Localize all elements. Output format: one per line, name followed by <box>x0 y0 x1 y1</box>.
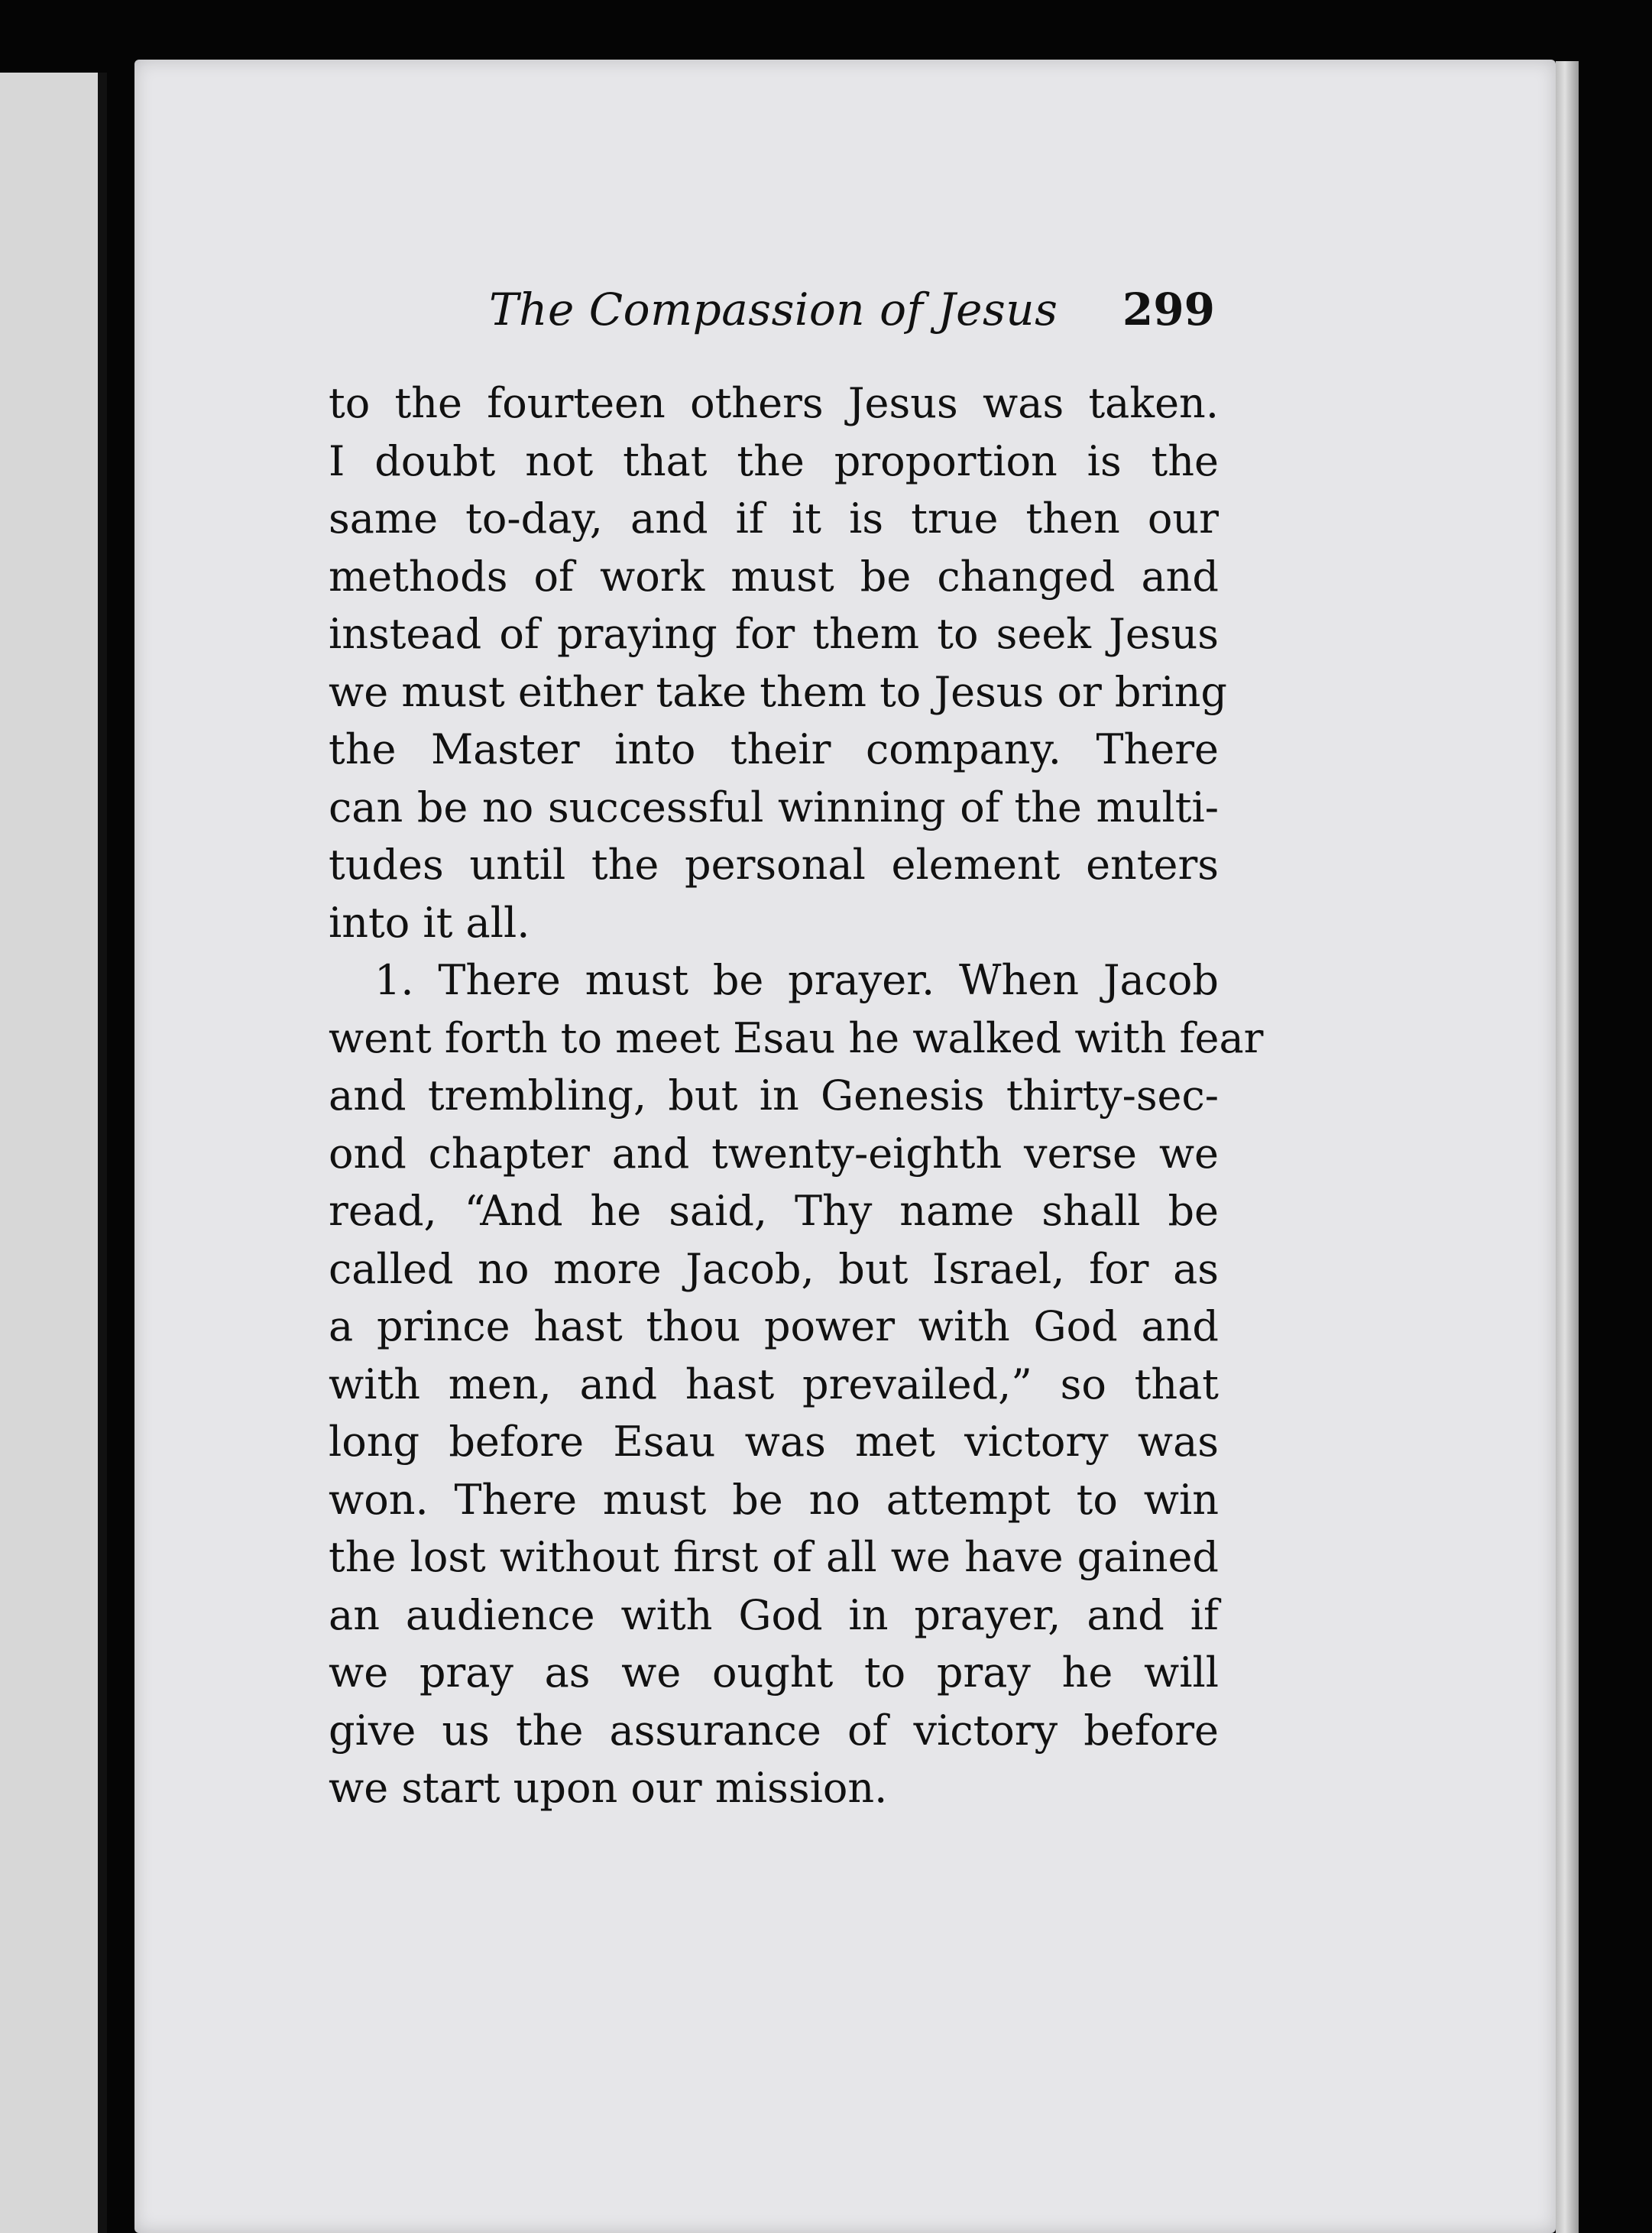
text-line: methods of work must be changed and <box>329 552 1219 601</box>
text-line: and trembling, but in Genesis thirty-sec- <box>329 1071 1219 1120</box>
text-line: the Master into their company. There <box>329 725 1219 773</box>
text-line: with men, and hast prevailed,” so that <box>329 1360 1219 1408</box>
text-line: instead of praying for them to seek Jesus <box>329 610 1219 658</box>
text-line: called no more Jacob, but Israel, for as <box>329 1244 1219 1293</box>
text-line: ond chapter and twenty-eighth verse we <box>329 1129 1219 1178</box>
text-line: tudes until the personal element enters <box>329 841 1219 889</box>
binding-gutter <box>98 73 107 2233</box>
text-line: won. There must be no attempt to win <box>329 1475 1219 1524</box>
running-title: The Compassion of Jesus <box>489 284 1058 335</box>
page-number: 299 <box>1122 284 1215 335</box>
page-fore-edge <box>1556 61 1579 2233</box>
text-line: an audience with God in prayer, and if <box>329 1590 1219 1639</box>
text-line: the lost without first of all we have gained <box>329 1533 1219 1581</box>
text-line: we pray as we ought to pray he will <box>329 1648 1219 1697</box>
text-line: went forth to meet Esau he walked with fear <box>329 1013 1264 1062</box>
text-line: 1. There must be prayer. When Jacob <box>374 956 1219 1004</box>
running-header <box>329 275 1215 344</box>
text-line: I doubt not that the proportion is the <box>329 436 1219 485</box>
text-line: to the fourteen others Jesus was taken. <box>329 379 1219 427</box>
text-line: read, “And he said, Thy name shall be <box>329 1187 1219 1235</box>
body-text <box>329 374 1264 1817</box>
text-line: give us the assurance of victory before <box>329 1706 1219 1755</box>
text-line: long before Esau was met victory was <box>329 1418 1219 1466</box>
text-line: can be no successful winning of the multi- <box>329 783 1219 831</box>
text-line: a prince hast thou power with God and <box>329 1302 1219 1350</box>
facing-page-edge <box>0 73 103 2233</box>
text-line: we must either take them to Jesus or bring <box>329 667 1227 716</box>
text-line: into it all. <box>329 898 530 947</box>
text-line: same to-day, and if it is true then our <box>329 494 1219 543</box>
text-line: we start upon our mission. <box>329 1764 888 1812</box>
